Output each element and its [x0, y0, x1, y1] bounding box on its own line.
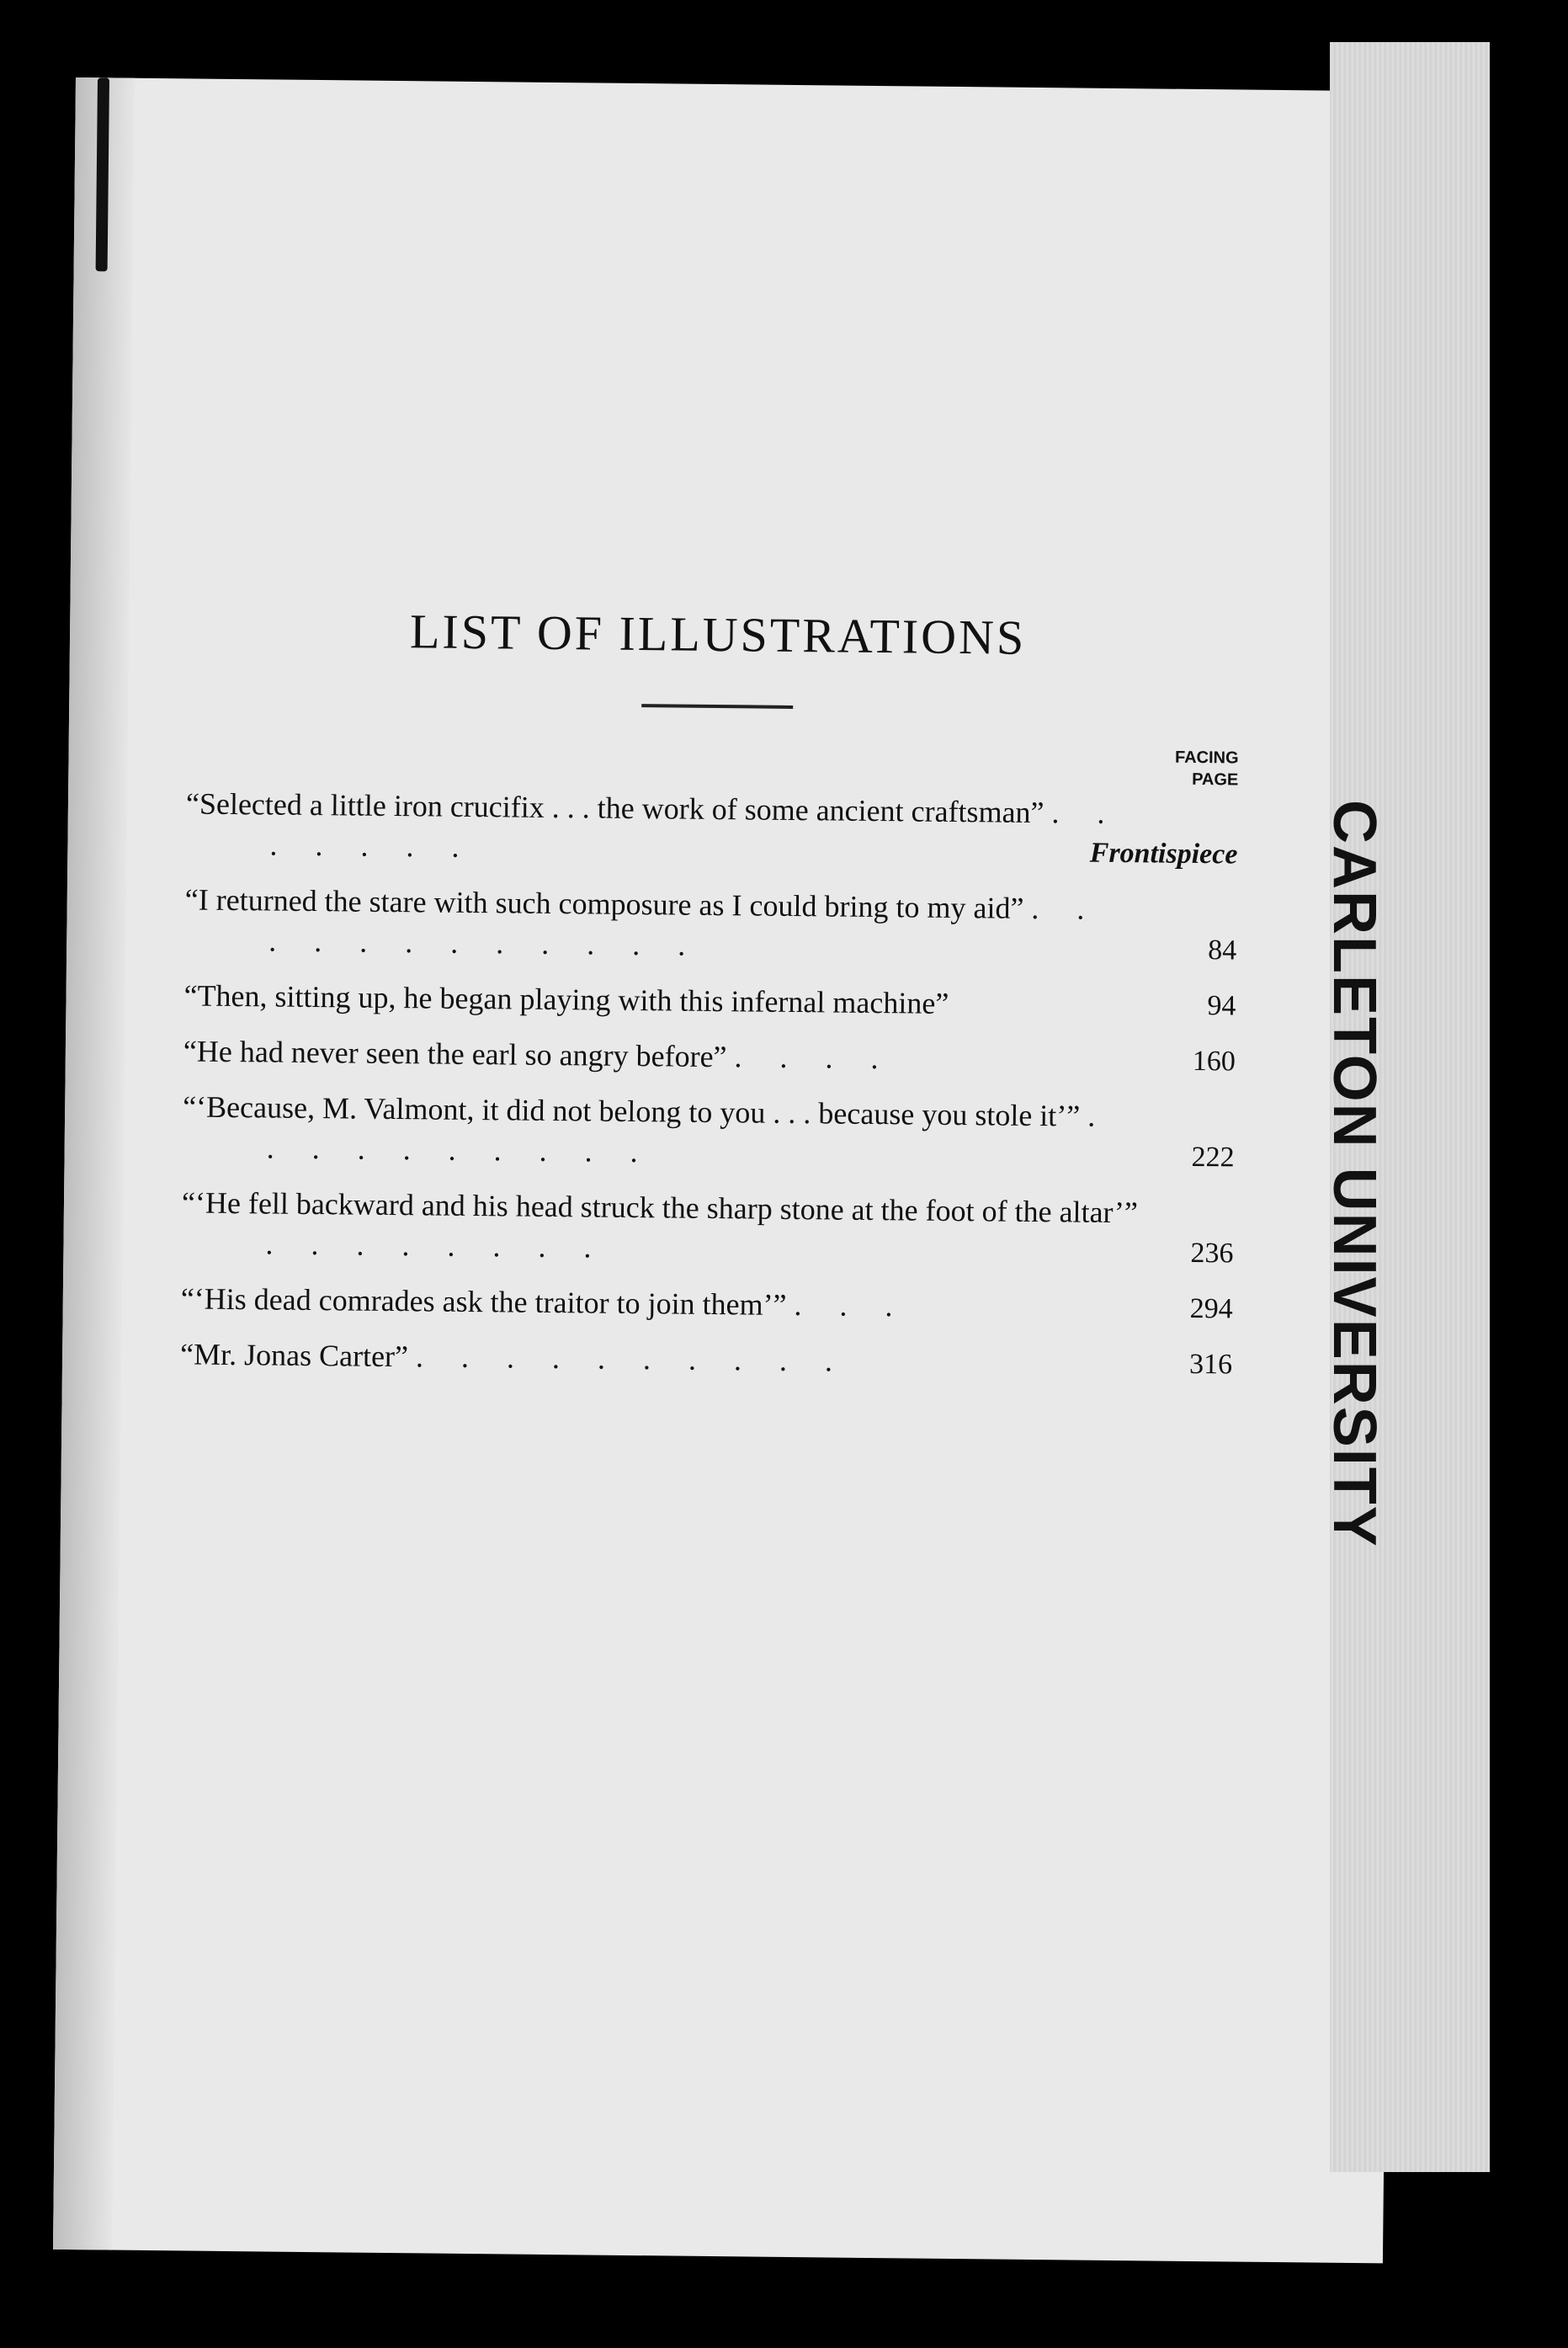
list-item: [183, 975, 1244, 1026]
gutter-mark: [96, 77, 109, 271]
facing-header-line-2: PAGE: [1192, 769, 1239, 790]
entry-page: 222: [1191, 1141, 1235, 1174]
list-item: [185, 783, 1246, 875]
entry-page: 294: [1189, 1292, 1233, 1325]
entry-page: 316: [1188, 1348, 1233, 1381]
entry-page: Frontispiece: [1089, 837, 1238, 871]
entry-caption: “‘He fell backward and his head struck the sharp stone at the foot of the altar’” . . . . . . . .: [181, 1185, 1139, 1265]
entry-page: 160: [1192, 1045, 1236, 1078]
entry-caption: “‘His dead comrades ask the traitor to join them’” . . .: [180, 1281, 908, 1323]
book-page: [53, 77, 1406, 2263]
entry-caption: “Mr. Jonas Carter” . . . . . . . . . .: [179, 1337, 848, 1378]
entry-caption: “He had never seen the earl so angry before” . . . .: [183, 1034, 894, 1076]
entry-page: 94: [1207, 990, 1236, 1022]
list-item: [183, 1030, 1244, 1082]
title-rule: [641, 704, 793, 709]
list-item: [180, 1334, 1241, 1385]
illustrations-list: [180, 600, 1249, 1400]
entry-caption: “Then, sitting up, he began playing with this infernal machine”: [183, 978, 949, 1020]
library-stamp: CARLETON UNIVERSITY: [1321, 800, 1388, 1548]
entry-page: 84: [1208, 934, 1237, 966]
entry-caption: “‘Because, M. Valmont, it did not belong to you . . . because you stole it’” . . . . . . . . . .: [182, 1089, 1111, 1169]
list-item: [181, 1278, 1241, 1329]
entry-caption: “Selected a little iron crucifix . . . the work of some ancient craftsman” . . . . . . .: [185, 786, 1120, 865]
page-title: LIST OF ILLUSTRATIONS: [409, 604, 1027, 665]
page-gutter-shadow: [53, 77, 135, 2250]
entry-page: 236: [1190, 1237, 1234, 1270]
entry-caption: “I returned the stare with such composure as I could bring to my aid” . . . . . . . . . . . .: [184, 882, 1100, 962]
facing-header-line-1: FACING: [1174, 748, 1239, 768]
list-item: [184, 879, 1246, 971]
list-item: [181, 1182, 1242, 1274]
list-item: [182, 1086, 1243, 1178]
facing-page-header: [186, 736, 1246, 791]
